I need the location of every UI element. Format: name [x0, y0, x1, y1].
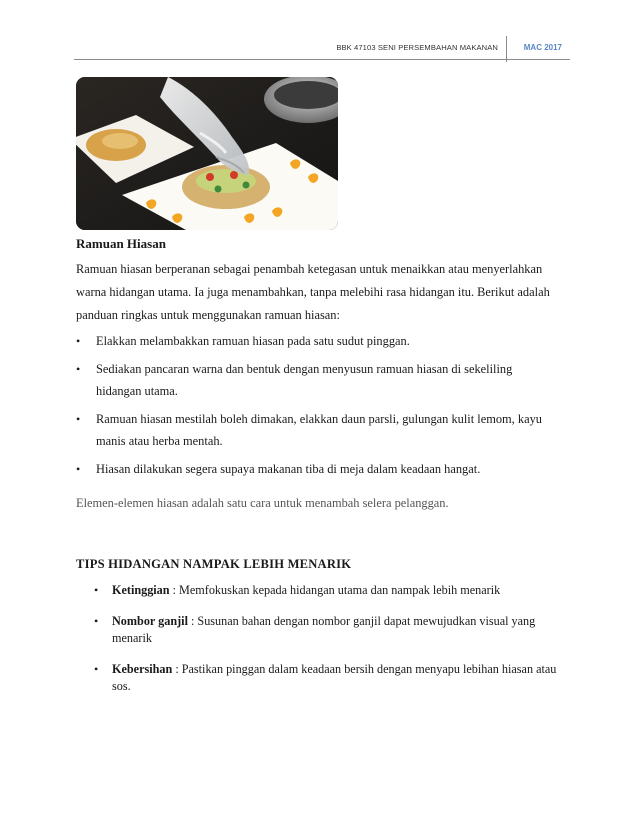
tips-list	[94, 582, 564, 709]
list-item: • Sediakan pancaran warna dan bentuk dengan menyusun ramuan hiasan di sekeliling hidangan utama.	[76, 358, 566, 403]
tip-term: Nombor ganjil	[112, 613, 188, 628]
list-item: • Ramuan hiasan mestilah boleh dimakan, elakkan daun parsli, gulungan kulit lemom, kayu manis atau herba mentah.	[76, 408, 566, 453]
tips-title: TIPS HIDANGAN NAMPAK LEBIH MENARIK	[76, 557, 352, 571]
tip-description: : Susunan bahan dengan nombor ganjil dapat mewujudkan visual yang menarik	[112, 613, 536, 645]
list-item: • Elakkan melambakkan ramuan hiasan pada satu sudut pinggan.	[76, 330, 566, 353]
ramuan-paragraph-line-3: panduan ringkas untuk menggunakan ramuan hiasan:	[76, 308, 340, 322]
header-date: MAC 2017	[523, 43, 562, 52]
header-separator	[506, 36, 507, 62]
ramuan-closing-note: Elemen-elemen hiasan adalah satu cara untuk menambah selera pelanggan.	[76, 496, 449, 510]
ramuan-guideline-list	[76, 330, 566, 485]
header-course-code: BBK 47103 SENI PERSEMBAHAN MAKANAN	[336, 43, 498, 52]
food-plating-photo	[76, 77, 338, 230]
header-rule	[74, 59, 570, 60]
list-item	[94, 582, 564, 600]
tip-description: : Memfokuskan kepada hidangan utama dan nampak lebih menarik	[169, 583, 501, 597]
list-item	[94, 613, 564, 648]
page-header	[74, 36, 570, 62]
list-item: • Hiasan dilakukan segera supaya makanan tiba di meja dalam keadaan hangat.	[76, 458, 566, 481]
ramuan-hiasan-title: Ramuan Hiasan	[76, 236, 166, 251]
tip-term: Kebersihan	[112, 661, 173, 676]
tip-description: : Pastikan pinggan dalam keadaan bersih dengan menyapu lebihan hiasan atau sos.	[112, 661, 557, 693]
ramuan-paragraph-line-2: warna hidangan utama. Ia juga menambahkan, tanpa melebihi rasa hidangan itu. Berikut adalah	[76, 285, 550, 299]
ramuan-paragraph-line-1: Ramuan hiasan berperanan sebagai penambah ketegasan untuk menaikkan atau menyerlahkan	[76, 262, 543, 276]
list-item	[94, 661, 564, 696]
tip-term: Ketinggian	[112, 583, 170, 597]
